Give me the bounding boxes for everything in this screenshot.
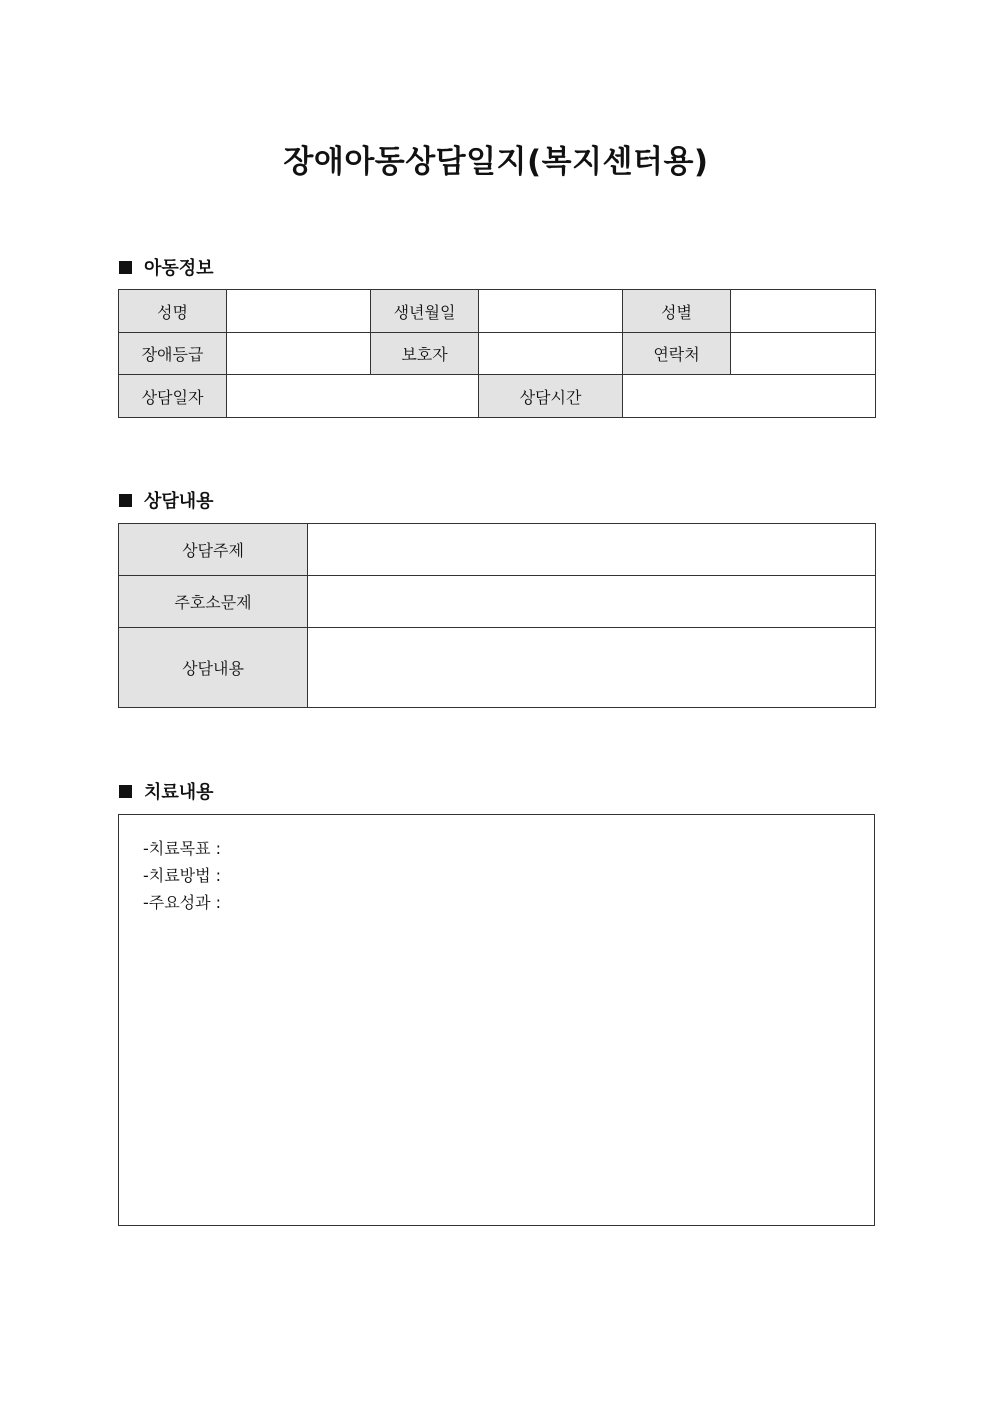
consult-topic-field[interactable] [308,524,876,576]
child-info-table [118,289,876,418]
main-complaint-field[interactable] [308,576,876,628]
consult-content-field[interactable] [308,628,876,708]
contact-label: 연락처 [623,333,731,375]
key-results-line: -주요성과 : [143,893,222,912]
table-row [119,375,876,418]
disability-grade-field[interactable] [227,333,371,375]
birth-date-field[interactable] [479,290,623,333]
table-row [119,628,876,708]
consult-time-field[interactable] [623,375,876,418]
guardian-label: 보호자 [371,333,479,375]
consult-time-label: 상담시간 [479,375,623,418]
document-title: 장애아동상담일지(복지센터용) [283,144,709,180]
section-heading-label: 상담내용 [144,491,214,512]
table-row [119,576,876,628]
section-heading-label: 아동정보 [144,258,214,279]
square-bullet-icon [119,494,132,507]
section-heading-consultation [119,487,214,513]
section-heading-treatment [119,778,214,804]
contact-field[interactable] [731,333,876,375]
name-field[interactable] [227,290,371,333]
consult-topic-label: 상담주제 [119,524,308,576]
section-heading-label: 치료내용 [144,782,214,803]
section-heading-child-info [119,254,214,280]
consult-date-label: 상담일자 [119,375,227,418]
treatment-content-box[interactable] [118,814,875,1226]
table-row [119,290,876,333]
consultation-table [118,523,876,708]
square-bullet-icon [119,785,132,798]
guardian-field[interactable] [479,333,623,375]
table-row [119,524,876,576]
birth-date-label: 생년월일 [371,290,479,333]
square-bullet-icon [119,261,132,274]
gender-label: 성별 [623,290,731,333]
consult-date-field[interactable] [227,375,479,418]
gender-field[interactable] [731,290,876,333]
main-complaint-label: 주호소문제 [119,576,308,628]
treatment-method-line: -치료방법 : [143,866,222,885]
name-label: 성명 [119,290,227,333]
consult-content-label: 상담내용 [119,628,308,708]
disability-grade-label: 장애등급 [119,333,227,375]
table-row [119,333,876,375]
treatment-goal-line: -치료목표 : [143,839,222,858]
